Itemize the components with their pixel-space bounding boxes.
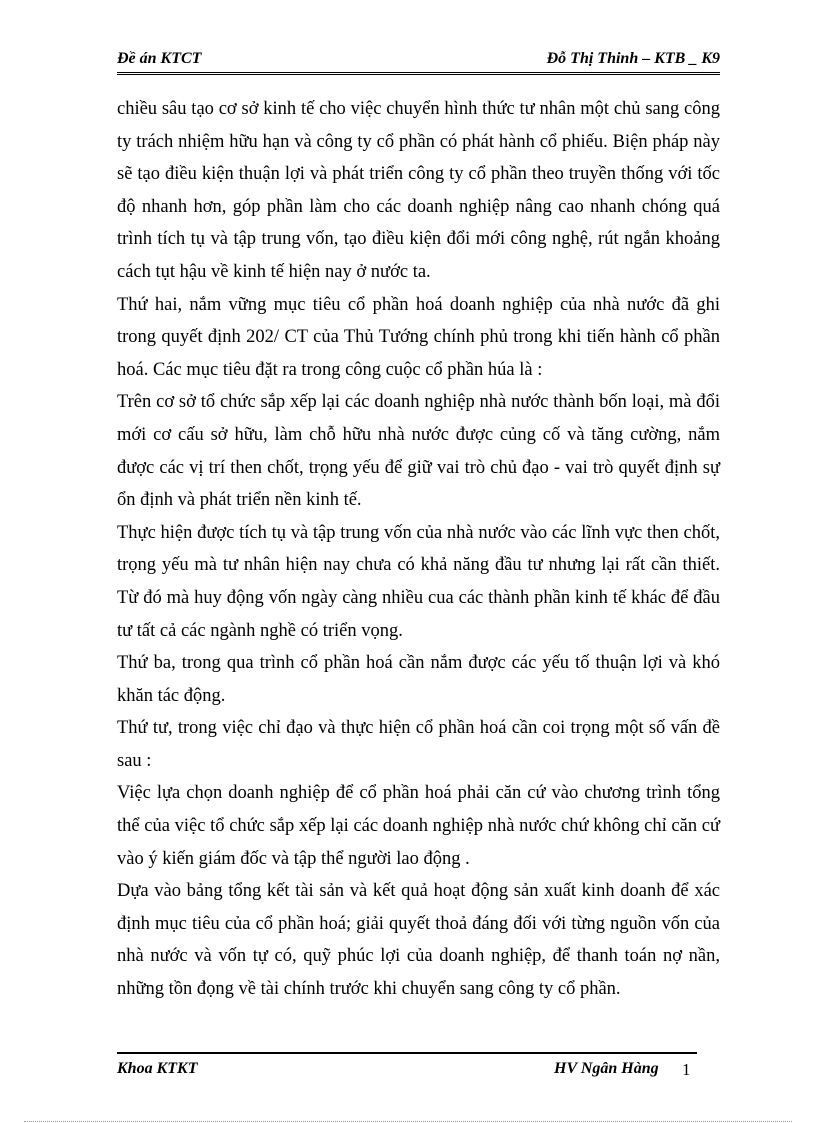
page-number: 1 [682, 1060, 691, 1079]
page-footer [117, 1052, 697, 1084]
header-author: Đỗ Thị Thinh – KTB _ K9 [546, 50, 720, 67]
document-body [117, 93, 720, 1006]
paragraph: Thực hiện được tích tụ và tập trung vốn của nhà nước vào các lĩnh vực then chốt, trọng yếu mà tư nhân hiện nay chưa có khả năng đầu tư nhưng lại rất cần thiết. Từ đó mà huy động vốn ngày càng nhiều cua các thành phần kinh tế khác để đầu tư tất cả các ngành nghề có triển vọng. [117, 522, 720, 641]
header-course-title: Đề án KTCT [117, 50, 202, 67]
paragraph: Dựa vào bảng tổng kết tài sản và kết quả hoạt động sản xuất kinh doanh để xác định mục tiêu của cổ phần hoá; giải quyết thoả đáng đối với từng nguồn vốn của nhà nước và vốn tự có, quỹ phúc lợi của doanh nghiệp, để thanh toán nợ nần, những tồn đọng về tài chính trước khi chuyển sang công ty cổ phần. [117, 881, 720, 1000]
paragraph: Trên cơ sở tổ chức sắp xếp lại các doanh nghiệp nhà nước thành bốn loại, mà đổi mới cơ cấu sở hữu, làm chỗ hữu nhà nước được củng cố và tăng cường, nắm được các vị trí then chốt, trọng yếu để giữ vai trò chủ đạo - vai trò quyết định sự ổn định và phát triển nền kinh tế. [117, 392, 720, 511]
paragraph: Việc lựa chọn doanh nghiệp để cổ phần hoá phải căn cứ vào chương trình tổng thể của việc tổ chức sắp xếp lại các doanh nghiệp nhà nước chứ không chỉ căn cứ vào ý kiến giám đốc và tập thể người lao động . [117, 783, 720, 869]
paragraph: Thứ hai, nắm vững mục tiêu cổ phần hoá doanh nghiệp của nhà nước đã ghi trong quyết định 202/ CT của Thủ Tướng chính phủ trong khi tiến hành cổ phần hoá. Các mục tiêu đặt ra trong công cuộc cổ phần húa là : [117, 294, 720, 380]
paragraph: Thứ tư, trong việc chỉ đạo và thực hiện cổ phần hoá cần coi trọng một số vấn đề sau : [117, 718, 720, 771]
paragraph: chiều sâu tạo cơ sở kinh tế cho việc chuyển hình thức tư nhân một chủ sang công ty trách nhiệm hữu hạn và công ty cổ phần có phát hành cổ phiếu. Biện pháp này sẽ tạo điều kiện thuận lợi và phát triển công ty cổ phần theo truyền thống với tốc độ nhanh hơn, góp phần làm cho các doanh nghiệp nâng cao nhanh chóng quá trình tích tụ và tập trung vốn, tạo điều kiện đổi mới công nghệ, rút ngắn khoảng cách tụt hậu về kinh tế hiện nay ở nước ta. [117, 99, 720, 282]
page-header [117, 48, 720, 75]
page-bottom-divider [24, 1121, 792, 1122]
footer-faculty: Khoa KTKT [117, 1060, 198, 1077]
paragraph: Thứ ba, trong qua trình cổ phần hoá cần nắm được các yếu tố thuận lợi và khó khăn tác động. [117, 653, 720, 706]
footer-institution: HV Ngân Hàng [554, 1060, 659, 1077]
